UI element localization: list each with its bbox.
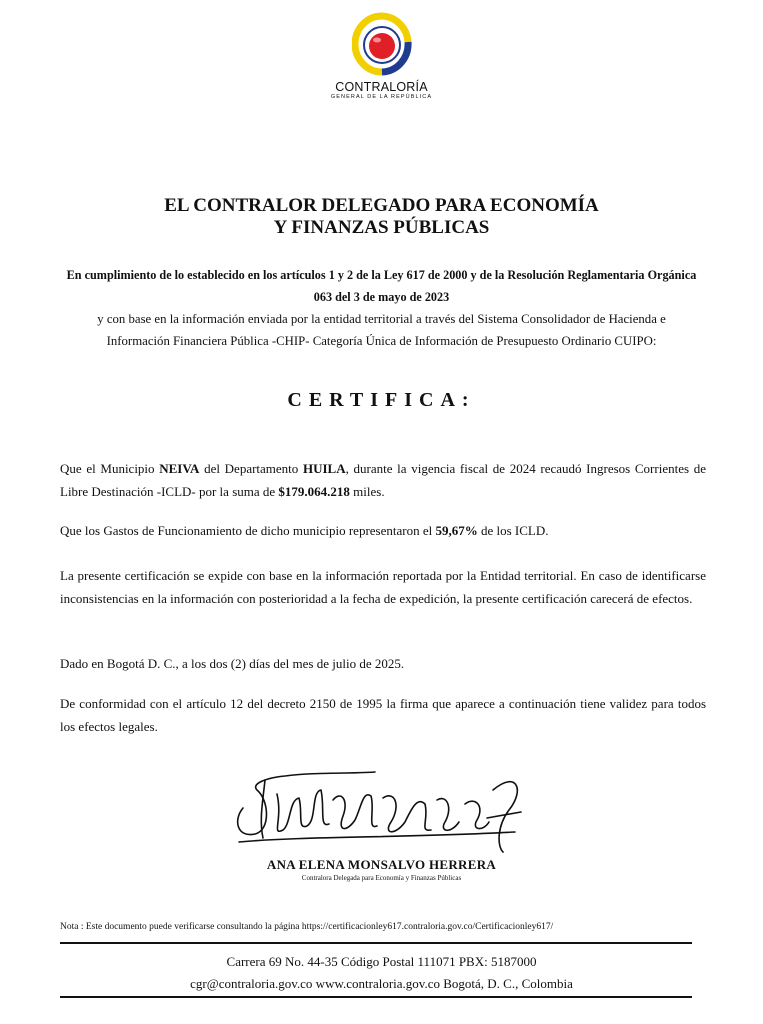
departamento-name: HUILA bbox=[302, 461, 346, 476]
certifica-heading: CERTIFICA: bbox=[287, 389, 476, 411]
paragraph-fecha: Dado en Bogotá D. C., a los dos (2) días del mes de julio de 2025. bbox=[60, 656, 405, 671]
preamble-line3: y con base en la información enviada por la entidad territorial a través del Sistema Consolidador de Hacienda e bbox=[97, 312, 666, 326]
paragraph-gastos bbox=[60, 519, 706, 542]
footer-divider-top bbox=[60, 942, 692, 944]
porcentaje-value: 59,67% bbox=[435, 523, 478, 538]
p1-text3: , durante la vigencia fiscal de 2024 recaudó Ingresos Corrientes de Libre Destinación -ICLD- por la suma de bbox=[60, 461, 706, 499]
footer-address: Carrera 69 No. 44-35 Código Postal 111071 PBX: 5187000 bbox=[226, 954, 537, 969]
p1-text2: del Departamento bbox=[199, 461, 303, 476]
municipio-name: NEIVA bbox=[159, 461, 200, 476]
handwritten-signature-icon bbox=[225, 760, 535, 860]
verification-note: Nota : Este documento puede verificarse consultando la página https://certificacionley617.contraloria.gov.co/Certificacionley617/ bbox=[60, 922, 554, 932]
contraloria-seal-icon bbox=[352, 12, 412, 78]
document-title-line1: EL CONTRALOR DELEGADO PARA ECONOMÍA bbox=[164, 195, 599, 216]
logo-name: CONTRALORÍA bbox=[335, 80, 428, 94]
paragraph-validez: De conformidad con el artículo 12 del decreto 2150 de 1995 la firma que aparece a continuación tiene validez para todos los efectos legales. bbox=[60, 696, 706, 734]
logo-subtitle: GENERAL DE LA REPÚBLICA bbox=[330, 94, 433, 100]
monto-value: $179.064.218 bbox=[278, 484, 350, 499]
preamble-line4: Información Financiera Pública -CHIP- Categoría Única de Información de Presupuesto Ordinario CUIPO: bbox=[106, 334, 657, 348]
footer-divider-bottom bbox=[60, 996, 692, 998]
preamble-line1: En cumplimiento de lo establecido en los artículos 1 y 2 de la Ley 617 de 2000 y de la Resolución Reglamentaria Orgánica bbox=[66, 268, 697, 282]
contraloria-logo bbox=[0, 12, 763, 100]
preamble-line2: 063 del 3 de mayo de 2023 bbox=[313, 290, 450, 304]
p1-text1: Que el Municipio bbox=[60, 461, 160, 476]
p2-text2: de los ICLD. bbox=[477, 523, 549, 538]
signer-name: ANA ELENA MONSALVO HERRERA bbox=[266, 857, 497, 872]
signer-role: Contralora Delegada para Economía y Finanzas Públicas bbox=[301, 874, 462, 882]
footer-contact: cgr@contraloria.gov.co www.contraloria.gov.co Bogotá, D. C., Colombia bbox=[190, 976, 573, 991]
paragraph-inconsistencias: La presente certificación se expide con base en la información reportada por la Entidad territorial. En caso de identificarse inconsistencias en la información con posterioridad a la fecha de expedición, la presente certificación carecerá de efectos. bbox=[60, 568, 706, 606]
paragraph-recaudo bbox=[60, 457, 706, 503]
document-title-line2: Y FINANZAS PÚBLICAS bbox=[273, 217, 490, 238]
p1-text4: miles. bbox=[349, 484, 385, 499]
p2-text1: Que los Gastos de Funcionamiento de dicho municipio representaron el bbox=[60, 523, 436, 538]
